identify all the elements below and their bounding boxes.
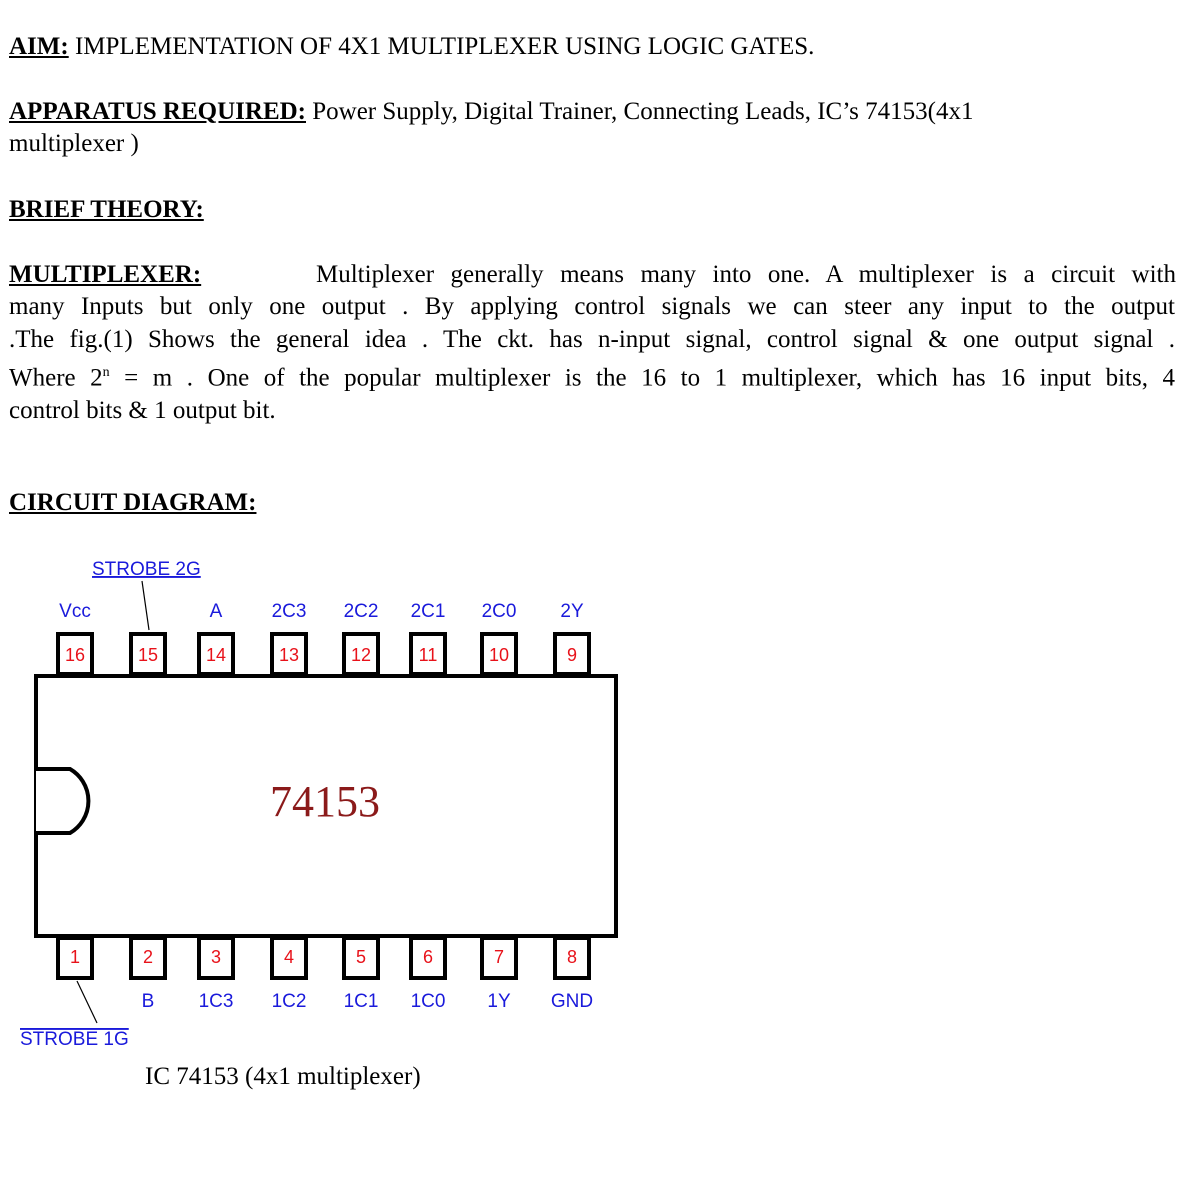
brief-theory-heading: BRIEF THEORY:	[9, 196, 204, 223]
apparatus-line-1	[9, 95, 973, 128]
ic-diagram	[0, 545, 660, 1055]
top-pin-number: 9	[566, 645, 578, 665]
multiplexer-heading: MULTIPLEXER:	[9, 261, 202, 288]
bottom-pin-number: 6	[422, 947, 434, 967]
aim-label: AIM:	[9, 33, 69, 60]
top-pin-label: 2C2	[343, 601, 379, 622]
ic-name: 74153	[270, 777, 380, 826]
diagram-caption: IC 74153 (4x1 multiplexer)	[145, 1063, 421, 1090]
bottom-pin-number: 7	[493, 947, 505, 967]
bottom-pin-number: 3	[210, 947, 222, 967]
bottom-pin-number: 8	[566, 947, 578, 967]
strobe-2g-leader	[142, 581, 149, 630]
top-pin-label: 2C0	[481, 601, 517, 622]
bottom-pin-number: 5	[355, 947, 367, 967]
bottom-pin-label: GND	[550, 991, 594, 1012]
top-pin-number: 11	[418, 645, 438, 665]
top-pin-label: 2C1	[410, 601, 446, 622]
bottom-pin-label: 1C2	[271, 991, 307, 1012]
apparatus-text: Power Supply, Digital Trainer, Connecting Leads, IC’s 74153(4x1	[306, 98, 974, 125]
multiplexer-line-4	[9, 356, 1175, 394]
where-text: Where 2	[9, 364, 103, 392]
top-pin-number: 14	[205, 645, 227, 665]
strobe-1g-leader	[77, 981, 97, 1023]
apparatus-label: APPARATUS REQUIRED:	[9, 98, 306, 125]
aim-line	[9, 30, 814, 63]
strobe-2g-label: STROBE 2G	[92, 559, 201, 580]
ic-notch	[36, 769, 88, 833]
bottom-pin-number: 2	[142, 947, 154, 967]
bottom-pin-label: 1Y	[487, 991, 511, 1012]
top-pin-number: 15	[137, 645, 159, 665]
superscript-n: n	[102, 365, 110, 380]
top-pin-label: 2C3	[271, 601, 307, 622]
bottom-pin-number: 4	[283, 947, 295, 967]
bottom-pin-label: 1C3	[198, 991, 234, 1012]
top-pin-number: 13	[278, 645, 300, 665]
multiplexer-line-5: control bits & 1 output bit.	[9, 397, 276, 425]
equation-text: = m . One of the popular multiplexer is the 16 to 1 multiplexer, which has 16 input bits, 4	[109, 364, 1175, 392]
bottom-pin-row	[58, 938, 593, 1012]
top-pin-number: 16	[64, 645, 86, 665]
multiplexer-paragraph	[9, 290, 1175, 427]
aim-text: IMPLEMENTATION OF 4X1 MULTIPLEXER USING LOGIC GATES.	[68, 33, 815, 60]
top-pin-number: 12	[350, 645, 372, 665]
strobe-1g-label: STROBE 1G	[20, 1029, 129, 1050]
top-pin-row	[58, 601, 589, 674]
apparatus-line-2: multiplexer )	[9, 130, 139, 157]
bottom-pin-label: 1C0	[410, 991, 446, 1012]
multiplexer-line-2: many Inputs but only one output . By applying control signals we can steer any input to the output	[9, 293, 1175, 320]
top-pin-label: 2Y	[560, 601, 584, 622]
top-pin-number: 10	[488, 645, 510, 665]
top-pin-label: Vcc	[59, 601, 91, 622]
top-pin-label: A	[209, 601, 223, 622]
bottom-pin-number: 1	[69, 947, 81, 967]
bottom-pin-label: B	[141, 991, 155, 1012]
circuit-diagram-heading: CIRCUIT DIAGRAM:	[9, 489, 257, 516]
multiplexer-line-1: Multiplexer generally means many into one. A multiplexer is a circuit with	[316, 261, 1176, 288]
multiplexer-line-3: .The fig.(1) Shows the general idea . The ckt. has n-input signal, control signal & one output signal .	[9, 326, 1175, 353]
bottom-pin-label: 1C1	[343, 991, 379, 1012]
